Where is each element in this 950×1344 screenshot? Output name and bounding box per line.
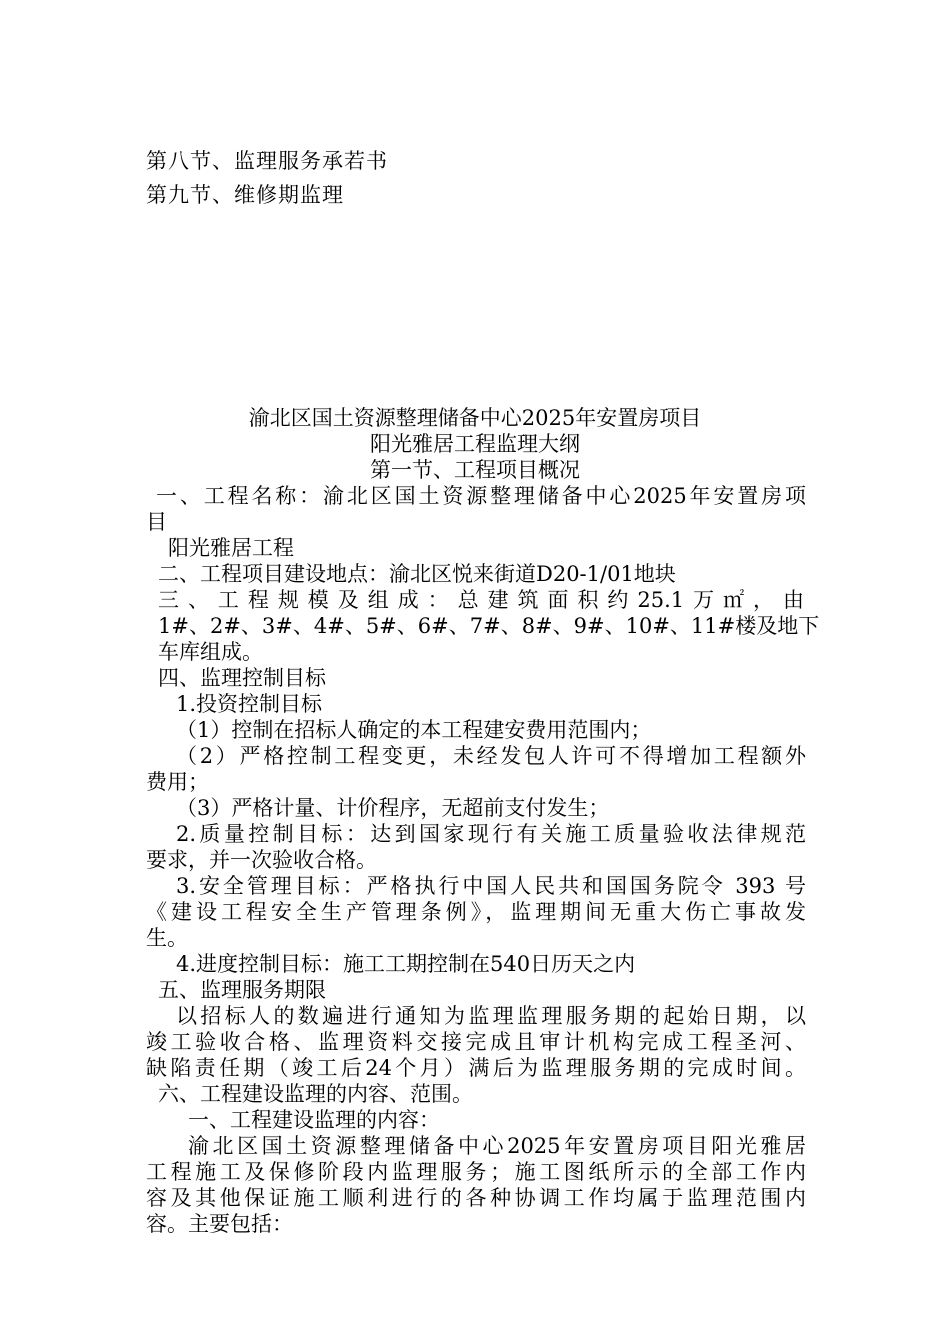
quality-target-wrap: 要求，并一次验收合格。: [146, 848, 377, 872]
scope-content-heading: 一、工程建设监理的内容：: [188, 1108, 440, 1132]
service-period-line3: 缺陷责任期（竣工后24个月）满后为监理服务期的完成时间。: [146, 1056, 806, 1080]
document-title-line2: 阳光雅居工程监理大纲: [370, 432, 580, 456]
scope-content-line2: 工程施工及保修阶段内监理服务；施工图纸所示的全部工作内: [146, 1160, 806, 1184]
service-period-heading: 五、监理服务期限: [158, 978, 326, 1002]
service-period-line2: 竣工验收合格、监理资料交接完成且审计机构完成工程圣河、: [146, 1030, 806, 1054]
project-name-wrap: 目: [146, 510, 167, 534]
project-name-line: 一、工程名称：渝北区国土资源整理储备中心2025年安置房项: [156, 484, 806, 508]
document-title-line1: 渝北区国土资源整理储备中心2025年安置房项目: [248, 406, 702, 430]
project-scale-line2: 1#、2#、3#、4#、5#、6#、7#、8#、9#、10#、11#楼及地下: [158, 614, 820, 638]
toc-item-section-9: 第九节、维修期监理: [146, 183, 344, 207]
investment-item-1: （1）控制在招标人确定的本工程建安费用范围内；: [176, 718, 652, 742]
safety-target-wrap: 《建设工程安全生产管理条例》，监理期间无重大伤亡事故发: [146, 900, 806, 924]
safety-target: 3.安全管理目标：严格执行中国人民共和国国务院令 393 号: [176, 874, 806, 898]
control-targets-heading: 四、监理控制目标: [158, 666, 326, 690]
project-name-sub: 阳光雅居工程: [168, 536, 294, 560]
project-location: 二、工程项目建设地点：渝北区悦来街道D20-1/01地块: [158, 562, 676, 586]
section-heading: 第一节、工程项目概况: [370, 458, 580, 482]
investment-target-heading: 1.投资控制目标: [176, 692, 323, 716]
scope-content-line4: 容。主要包括：: [146, 1212, 293, 1236]
quality-target: 2.质量控制目标：达到国家现行有关施工质量验收法律规范: [176, 822, 806, 846]
investment-item-2: （2）严格控制工程变更，未经发包人许可不得增加工程额外: [176, 744, 806, 768]
project-scale-line1: 三、工程规模及组成：总建筑面积约25.1万㎡，由: [158, 588, 804, 612]
service-period-line1: 以招标人的数遍进行通知为监理监理服务期的起始日期，以: [176, 1004, 806, 1028]
scope-heading: 六、工程建设监理的内容、范围。: [158, 1082, 473, 1106]
schedule-target: 4.进度控制目标：施工工期控制在540日历天之内: [176, 952, 636, 976]
investment-item-2-wrap: 费用；: [146, 770, 209, 794]
project-scale-line3: 车库组成。: [158, 640, 263, 664]
scope-content-line3: 容及其他保证施工顺利进行的各种协调工作均属于监理范围内: [146, 1186, 806, 1210]
safety-target-wrap-end: 生。: [146, 926, 188, 950]
scope-content-line1: 渝北区国土资源整理储备中心2025年安置房项目阳光雅居: [188, 1134, 806, 1158]
toc-item-section-8: 第八节、监理服务承若书: [146, 149, 388, 173]
investment-item-3: （3）严格计量、计价程序，无超前支付发生；: [176, 796, 610, 820]
